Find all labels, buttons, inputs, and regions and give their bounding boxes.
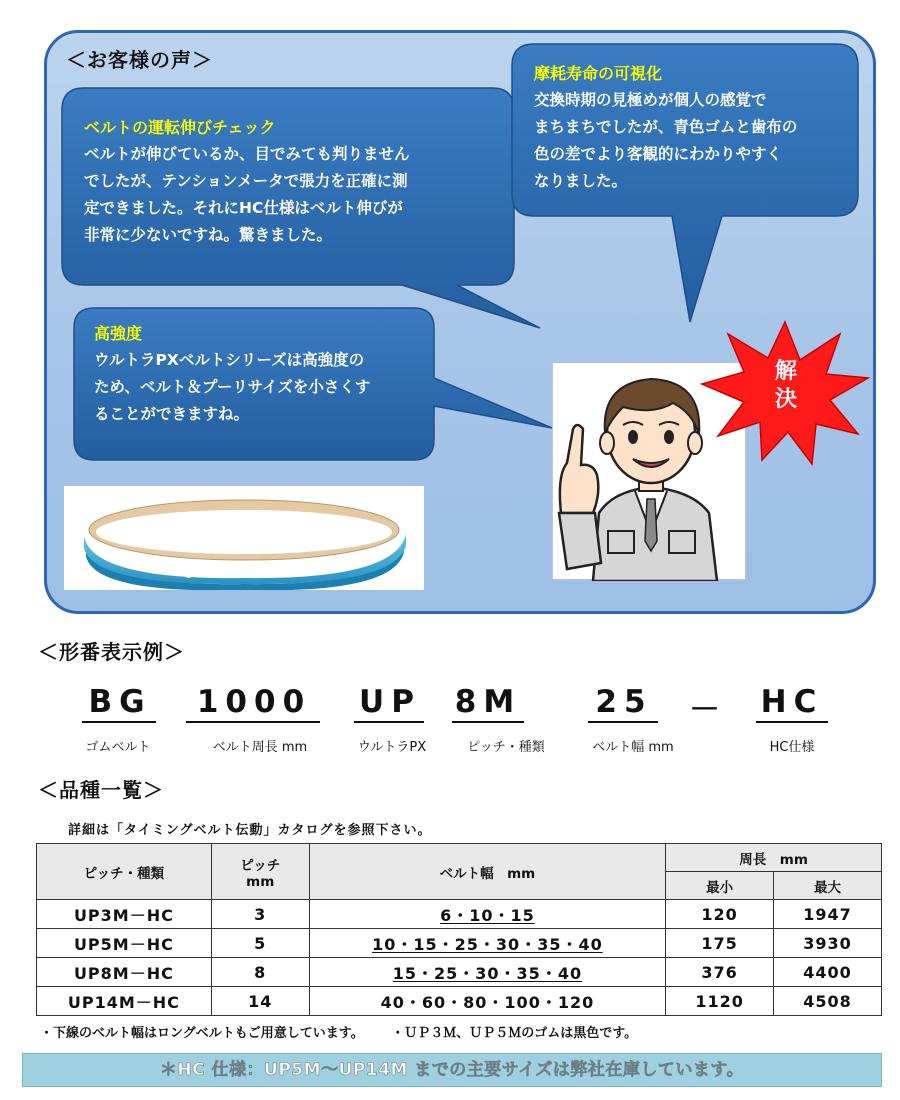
speech-bubble-high-strength — [74, 308, 559, 468]
bubble-text — [84, 114, 494, 249]
cell-type: UP3M－HC — [37, 900, 212, 929]
cell-pitch: 14 — [211, 987, 309, 1016]
header-max: 最大 — [774, 872, 882, 900]
header-pitch-unit: mm — [246, 873, 275, 890]
footnote-rubber-color: ・ＵＰ３Ｍ、ＵＰ５Ｍのゴムは黒色です。 — [391, 1026, 638, 1041]
footnotes — [40, 1022, 671, 1041]
model-code-spec: HC — [760, 684, 824, 720]
bubble-text — [534, 60, 854, 195]
cell-pitch: 5 — [211, 929, 309, 958]
bubble-line: 交換時期の見極めが個人の感覚で — [534, 91, 767, 109]
catalog-note: 詳細は「タイミングベルト伝動」カタログを参照下さい。 — [68, 823, 432, 838]
bubble-heading: 高強度 — [94, 324, 143, 343]
list-section-title: ＜品種一覧＞ — [38, 778, 164, 802]
stock-banner: ＊HC 仕様：UP5M～UP14M までの主要サイズは弊社在庫しています。 — [22, 1053, 882, 1087]
bubble-line: まちまちでしたが、青色ゴムと歯布の — [534, 118, 798, 136]
bubble-line: ベルトが伸びているか、目でみても判りません — [84, 145, 410, 163]
model-label-rubber: ゴムベルト — [85, 740, 151, 755]
header-width: ベルト幅 mm — [309, 844, 665, 900]
widths-text: 6・10・15 — [440, 905, 535, 925]
model-section-title: ＜形番表示例＞ — [38, 640, 185, 664]
bubble-line: 定できました。それにHC仕様はベルト伸びが — [84, 199, 403, 217]
cell-type: UP14M－HC — [37, 987, 212, 1016]
header-pitch — [211, 844, 309, 900]
belt-photo — [64, 486, 424, 590]
belt-print-text: ULTRAPX-HC — [183, 560, 261, 582]
cell-max: 1947 — [774, 900, 882, 929]
cell-max: 3930 — [774, 929, 882, 958]
cell-min: 1120 — [666, 987, 774, 1016]
cell-widths — [309, 987, 665, 1016]
model-label-spec: HC仕様 — [769, 740, 815, 755]
cell-widths — [309, 900, 665, 929]
speech-bubble-stretch-check — [62, 88, 517, 333]
bubble-heading: 摩耗寿命の可視化 — [534, 64, 663, 83]
bubble-line: なりました。 — [534, 172, 628, 190]
widths-text: 15・25・30・35・40 — [392, 963, 583, 983]
bubble-heading: ベルトの運転伸びチェック — [84, 118, 276, 137]
table-row — [37, 929, 882, 958]
table-row — [37, 958, 882, 987]
solution-starburst — [700, 318, 870, 468]
cell-pitch: 8 — [211, 958, 309, 987]
widths-text: 10・15・25・30・35・40 — [372, 934, 603, 954]
bubble-text — [94, 320, 444, 428]
cell-max: 4508 — [774, 987, 882, 1016]
starburst-char: 決 — [774, 387, 797, 412]
bubble-line: ることができますね。 — [94, 405, 250, 423]
header-type: ピッチ・種類 — [37, 844, 212, 900]
widths-text: 40・60・80・100・120 — [380, 992, 595, 1012]
bubble-line: 非常に少ないですね。驚きました。 — [84, 226, 333, 244]
model-label-length: ベルト周長 mm — [212, 740, 308, 755]
cell-min: 120 — [666, 900, 774, 929]
model-code-width: 25 — [595, 684, 653, 720]
cell-type: UP8M－HC — [37, 958, 212, 987]
bubble-line: ウルトラPXベルトシリーズは高強度の — [94, 351, 365, 369]
footnote-long-belt: ・下線のベルト幅はロングベルトもご用意しています。 — [40, 1026, 358, 1041]
model-code-length: 1000 — [196, 684, 312, 720]
cell-min: 376 — [666, 958, 774, 987]
model-underline — [354, 721, 424, 723]
starburst-char: 解 — [774, 359, 797, 384]
table-row — [37, 900, 882, 929]
model-label-series: ウルトラPX — [357, 740, 427, 755]
table-row — [37, 987, 882, 1016]
model-underline — [756, 721, 828, 723]
model-underline — [452, 721, 524, 723]
model-code-dash: － — [689, 692, 727, 728]
header-min: 最小 — [666, 872, 774, 900]
bubble-line: ため、ベルト＆プーリサイズを小さくす — [94, 378, 371, 396]
model-underline — [82, 721, 156, 723]
model-underline — [186, 721, 320, 723]
model-label-pitch: ピッチ・種類 — [467, 740, 545, 755]
voice-section-title: ＜お客様の声＞ — [66, 48, 213, 72]
header-length: 周長 mm — [666, 844, 882, 872]
header-pitch-line: ピッチ — [240, 857, 281, 874]
model-label-width: ベルト幅 mm — [592, 740, 674, 755]
timing-belt-image — [64, 486, 424, 590]
speech-bubble-wear-visualization — [512, 44, 862, 334]
model-underline — [588, 721, 658, 723]
cell-pitch: 3 — [211, 900, 309, 929]
model-code-pitch: 8M — [454, 684, 522, 720]
bubble-line: でしたが、テンションメータで張力を正確に測 — [84, 172, 408, 190]
bubble-line: 色の差でより客観的にわかりやすく — [534, 145, 783, 163]
cell-min: 175 — [666, 929, 774, 958]
model-code-rubber: BG — [88, 684, 152, 720]
cell-max: 4400 — [774, 958, 882, 987]
cell-widths — [309, 929, 665, 958]
spec-table — [36, 843, 882, 1016]
model-code-series: UP — [359, 684, 421, 720]
cell-widths — [309, 958, 665, 987]
cell-type: UP5M－HC — [37, 929, 212, 958]
